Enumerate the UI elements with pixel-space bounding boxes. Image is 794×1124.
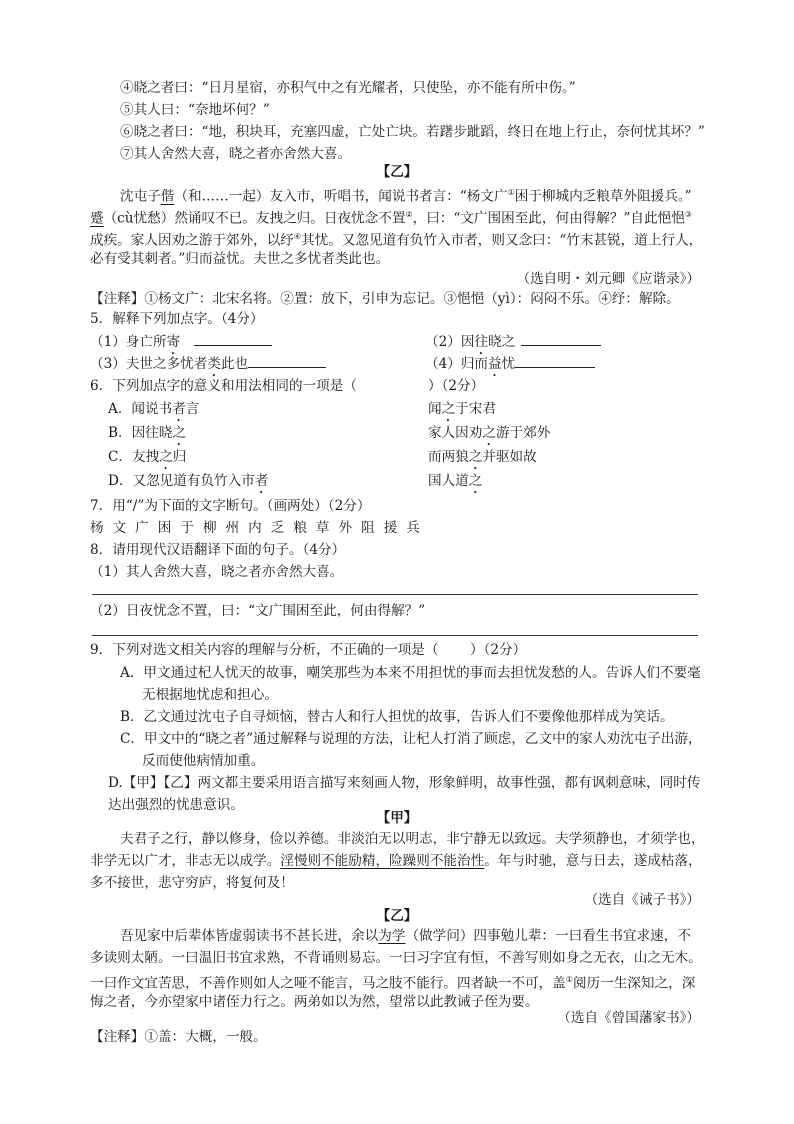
text: 。年与时驰，意与日去，遂成枯落，	[484, 853, 702, 869]
text: B．因往晓	[108, 425, 173, 441]
underlined-sentence: 淫慢则不能励精，险躁则不能治性	[280, 853, 485, 869]
jia2-line-2	[90, 851, 702, 871]
underlined-word: 为学	[378, 928, 406, 944]
q7-sentence[interactable]: 杨文广困于柳州内乏粮草外阻援兵	[90, 520, 429, 536]
text: 而两狼	[428, 449, 469, 465]
q6-option-a-right	[428, 399, 496, 425]
yi-para-line-4: 必有受其刺者。”归而益忧。夫世之多忧者类此也。	[90, 251, 390, 267]
text: 游于郊外	[495, 425, 551, 441]
text: （做学问）四事勉儿辈：一曰看生书宜求速，不	[405, 928, 691, 944]
underlined-word: 偕	[160, 188, 175, 205]
q5-stem: 5．解释下列加点字。（4分）	[90, 311, 264, 327]
yi2-source: （选自《曾国藩家书》）	[557, 1010, 700, 1026]
text: （2）因	[425, 334, 475, 350]
jia2-line-3: 多不接世，悲守穷庐，将复何及！	[90, 875, 294, 891]
text: 成疾。家人因劝之游于郊外，以纾	[90, 232, 294, 249]
q9-option-a-line-1[interactable]: A．甲文通过杞人忧天的故事，嘲笑那些为本来不用担忧的事而去担忧发愁的人。告诉人们不要毫	[120, 665, 701, 681]
text: 闻	[428, 401, 442, 417]
answer-blank[interactable]	[248, 353, 326, 368]
answer-blank[interactable]	[515, 353, 595, 368]
q6-option-d-left[interactable]	[108, 471, 268, 497]
dotted-char: 往	[474, 334, 489, 350]
text: （1）身亡所	[90, 334, 167, 350]
jia2-heading: 【甲】	[376, 810, 418, 826]
text: 吾见家中后辈体皆虚弱读书不甚长进，余以	[120, 928, 379, 944]
dotted-char: 寄	[166, 334, 181, 350]
q9-option-b[interactable]: B．乙文通过沈屯子自寻烦恼，替古人和行人担忧的故事，告诉人们不要像他那样成为笑话。	[120, 709, 674, 725]
q8-sentence-2: （2）日夜忧念不置，曰：“文广围困至此，何由得解？”	[90, 603, 426, 619]
yi-heading: 【乙】	[376, 164, 418, 180]
yi2-line-3	[90, 970, 695, 994]
text: 此也	[221, 356, 249, 372]
text: 沈屯子	[120, 188, 161, 205]
q9-option-a-line-2: 无根据地忧虑和担心。	[142, 687, 278, 703]
jia-line-6: ⑥晓之者曰：“地，积块耳，充塞四虚，亡处亡块。若躇步跐蹈，终日在地上行止，奈何忧其坏？”	[120, 124, 705, 140]
jia-line-4: ④晓之者曰：“日月星宿，亦积气中之有光耀者，只使坠，亦不能有所中伤。”	[120, 80, 576, 96]
text: （3）夫世之多忧者	[90, 356, 208, 372]
q6-option-c-left[interactable]	[108, 447, 186, 473]
dotted-char: 之	[441, 401, 456, 417]
underlined-word: 蹙	[90, 210, 104, 227]
jia-line-7: ⑦其人舍然大喜，晓之者亦舍然大喜。	[120, 146, 352, 162]
text: 并驱如故	[482, 449, 537, 465]
text: 其忧。又忽见道有负竹入市者，则又念曰：“竹末甚锐，道上行人，	[301, 232, 703, 249]
dotted-char: 之	[172, 425, 186, 441]
q6-option-b-left[interactable]	[108, 423, 186, 449]
dotted-char: 之	[482, 425, 496, 441]
q6-option-c-right	[428, 447, 537, 473]
text: 忧	[501, 356, 516, 372]
yi2-line-2: 多读则太陋。一曰温旧书宜求熟，不背诵则易忘。一曰习字宜有恒，不善写则如身之无衣，山之无木。	[90, 950, 702, 966]
yi-para-line-2	[90, 205, 692, 229]
yi2-annotation: 【注释】①盖：大概，一般。	[90, 1029, 267, 1045]
text: （和……一起）友入市，听唱书，闻说书者言：“杨文广	[174, 188, 508, 205]
text: 一曰作文宜苦思，不善作则如人之哑不能言，马之肢不能行。四者缺一不可，盖	[90, 975, 566, 992]
q8-sentence-1: （1）其人舍然大喜，晓之者亦舍然大喜。	[90, 564, 344, 580]
footnote-mark: ④	[293, 232, 302, 241]
footnote-mark: ③	[684, 210, 692, 219]
q7-stem: 7．用“/”为下面的文字断句。（画两处）（2分）	[90, 498, 371, 514]
text: 晓之	[488, 334, 516, 350]
text: 于宋君	[455, 401, 496, 417]
text: 非学无以广才，非志无以成学。	[90, 853, 281, 869]
q6-stem: 6．下列加点字的意义和用法相同的一项是（	[90, 378, 357, 394]
q9-stem: 9．下列对选文相关内容的理解与分析，不正确的一项是（	[90, 642, 439, 658]
jia2-source: （选自《诫子书》）	[584, 892, 700, 908]
q9-option-d-line-1[interactable]: D.【甲】【乙】两文都主要采用语言描写来刻画人物，形象鲜明，故事性强，都有讽刺意味，同时传	[108, 775, 701, 791]
q9-score: ）（2分）	[470, 642, 527, 658]
text: ，曰：“文广围困至此，何由得解？”自此悒悒	[412, 210, 685, 227]
text: （4）归而	[425, 356, 489, 372]
dotted-char: 类	[207, 356, 221, 372]
yi-source: （选自明・刘元卿《应谐录》）	[516, 271, 700, 287]
yi-para-line-3	[90, 227, 702, 251]
footnote-mark: ②	[405, 210, 413, 219]
text: 困于柳城内乏粮草外阻援兵。”	[514, 188, 692, 205]
q6-option-b-right	[428, 423, 550, 449]
jia-line-5: ⑤其人曰：“奈地坏何？”	[120, 102, 270, 118]
answer-line[interactable]	[92, 635, 698, 636]
text: D．又忽见道有负竹入市	[108, 473, 255, 489]
jia2-line-1: 夫君子之行，静以修身，俭以养德。非淡泊无以明志，非宁静无以致远。夫学须静也，才须学也，	[120, 831, 705, 847]
text: C．友拽	[108, 449, 160, 465]
text: 归	[172, 449, 187, 465]
footnote-mark: ①	[507, 188, 515, 197]
q6-score: ）（2分）	[428, 378, 485, 394]
text: 阅历一生深知之，深	[572, 975, 696, 992]
dotted-char: 之	[468, 473, 483, 489]
answer-line[interactable]	[92, 594, 698, 595]
q6-option-a-left[interactable]	[108, 399, 199, 425]
q9-option-d-line-2: 达出强烈的忧患意识。	[108, 797, 244, 813]
text: 家人因劝	[428, 425, 483, 441]
yi2-line-1	[120, 926, 691, 946]
footnote-mark: ①	[565, 975, 573, 984]
yi2-heading: 【乙】	[376, 908, 418, 924]
dotted-char: 之	[468, 449, 483, 465]
yi2-line-4: 悔之者，今亦望家中诸侄力行之。两弟如以为然，望常以此教诫子侄为要。	[90, 994, 539, 1010]
dotted-char: 益	[488, 356, 502, 372]
q8-stem: 8．请用现代汉语翻译下面的句子。（4分）	[90, 542, 346, 558]
answer-blank[interactable]	[521, 331, 601, 346]
dotted-char: 者	[172, 401, 186, 417]
dotted-char: 者	[254, 473, 269, 489]
text: 言	[185, 401, 200, 417]
yi-para-line-1	[120, 183, 692, 207]
q9-option-c-line-2: 反而使他病情加重。	[142, 753, 265, 769]
text: 国人道	[428, 473, 469, 489]
dotted-char: 之	[159, 449, 173, 465]
answer-blank[interactable]	[194, 331, 272, 346]
q9-option-c-line-1[interactable]: C．甲文中的“晓之者”通过解释与说理的方法，让杞人打消了顾虑，乙文中的家人劝沈屯子出游，	[120, 731, 702, 747]
text: A．闻说书	[108, 401, 173, 417]
text: （cù忧愁）然诵叹不已。友拽之归。日夜忧念不置	[103, 210, 406, 227]
q6-option-d-right	[428, 471, 482, 497]
yi-annotation: 【注释】①杨文广：北宋名将。②置：放下，引申为忘记。③悒悒（yì）：闷闷不乐。④纾：解除。	[90, 291, 680, 307]
